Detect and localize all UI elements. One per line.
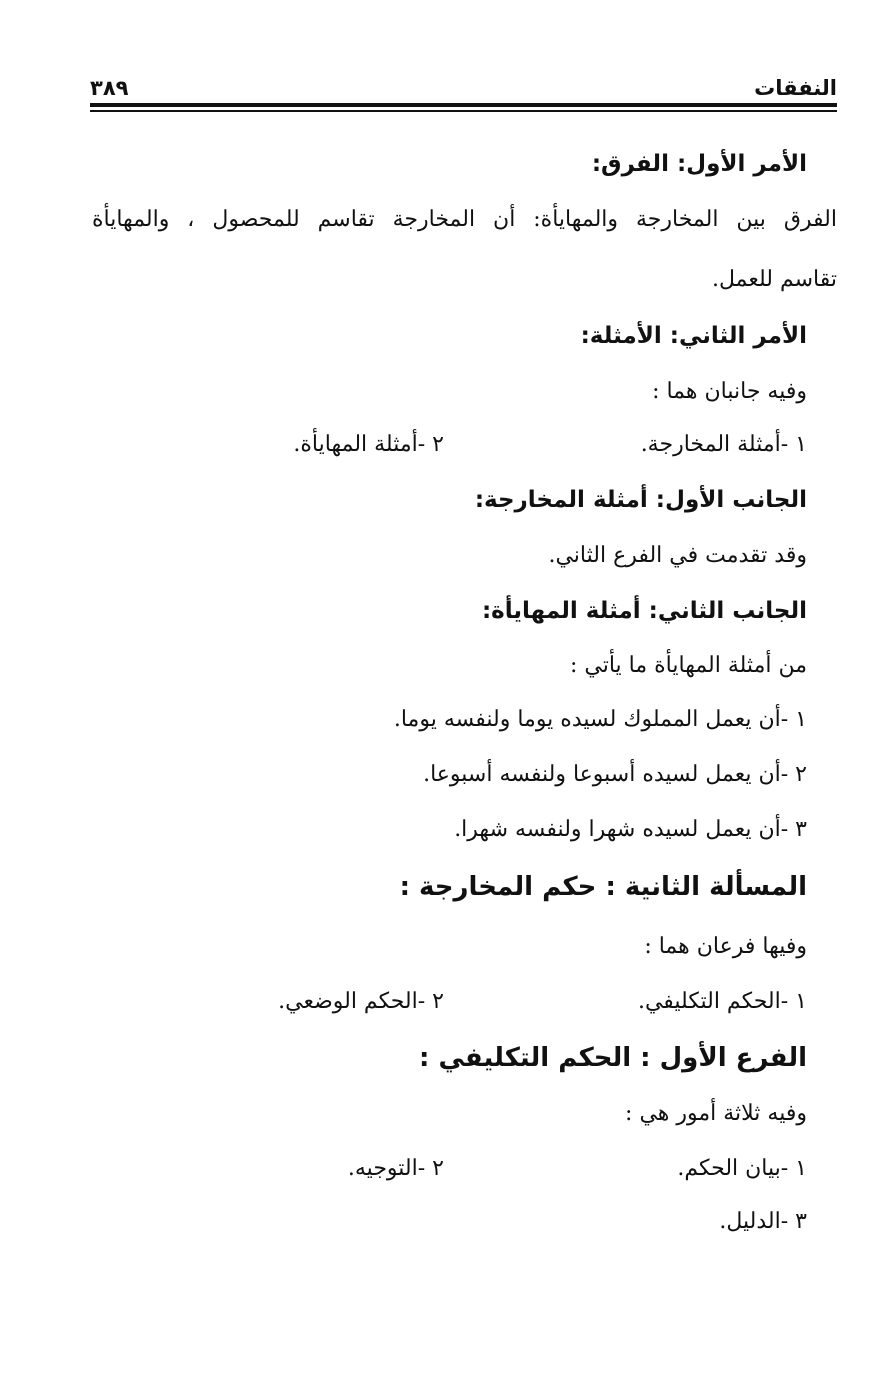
list-item: ١ -أن يعمل المملوك لسيده يوما ولنفسه يوما. [393, 707, 807, 732]
heading-first-aspect: الجانب الأول: أمثلة المخارجة: [474, 487, 807, 513]
running-title: النفقات [754, 76, 837, 100]
header-rule-thin [90, 110, 837, 112]
paragraph-line: وفيها فرعان هما : [644, 934, 807, 959]
list-item: ٣ -الدليل. [719, 1209, 807, 1234]
paragraph-line: من أمثلة المهايأة ما يأتي : [569, 653, 807, 678]
heading-first-matter: الأمر الأول: الفرق: [591, 151, 807, 177]
list-item: ١ -أمثلة المخارجة. [640, 432, 807, 457]
page-number: ٣٨٩ [90, 76, 129, 100]
paragraph-line: وفيه جانبان هما : [652, 379, 807, 404]
paragraph-line: تقاسم للعمل. [712, 267, 837, 292]
list-item: ٢ -الحكم الوضعي. [278, 989, 444, 1014]
paragraph-line: وفيه ثلاثة أمور هي : [625, 1101, 807, 1126]
list-item: ١ -بيان الحكم. [677, 1156, 807, 1181]
list-item: ١ -الحكم التكليفي. [637, 989, 807, 1014]
list-item: ٣ -أن يعمل لسيده شهرا ولنفسه شهرا. [454, 817, 807, 842]
list-item: ٢ -أمثلة المهايأة. [293, 432, 444, 457]
list-item: ٢ -أن يعمل لسيده أسبوعا ولنفسه أسبوعا. [423, 762, 807, 787]
paragraph-line: الفرق بين المخارجة والمهايأة: أن المخارجة تقاسم للمحصول ، والمهايأة [92, 207, 837, 232]
header-rule-thick [90, 103, 837, 107]
heading-second-aspect: الجانب الثاني: أمثلة المهايأة: [481, 598, 807, 624]
heading-first-branch: الفرع الأول : الحكم التكليفي : [419, 1043, 807, 1073]
heading-second-matter: الأمر الثاني: الأمثلة: [580, 323, 807, 349]
heading-second-issue: المسألة الثانية : حكم المخارجة : [399, 872, 807, 902]
paragraph-line: وقد تقدمت في الفرع الثاني. [548, 543, 807, 568]
list-item: ٢ -التوجيه. [347, 1156, 444, 1181]
